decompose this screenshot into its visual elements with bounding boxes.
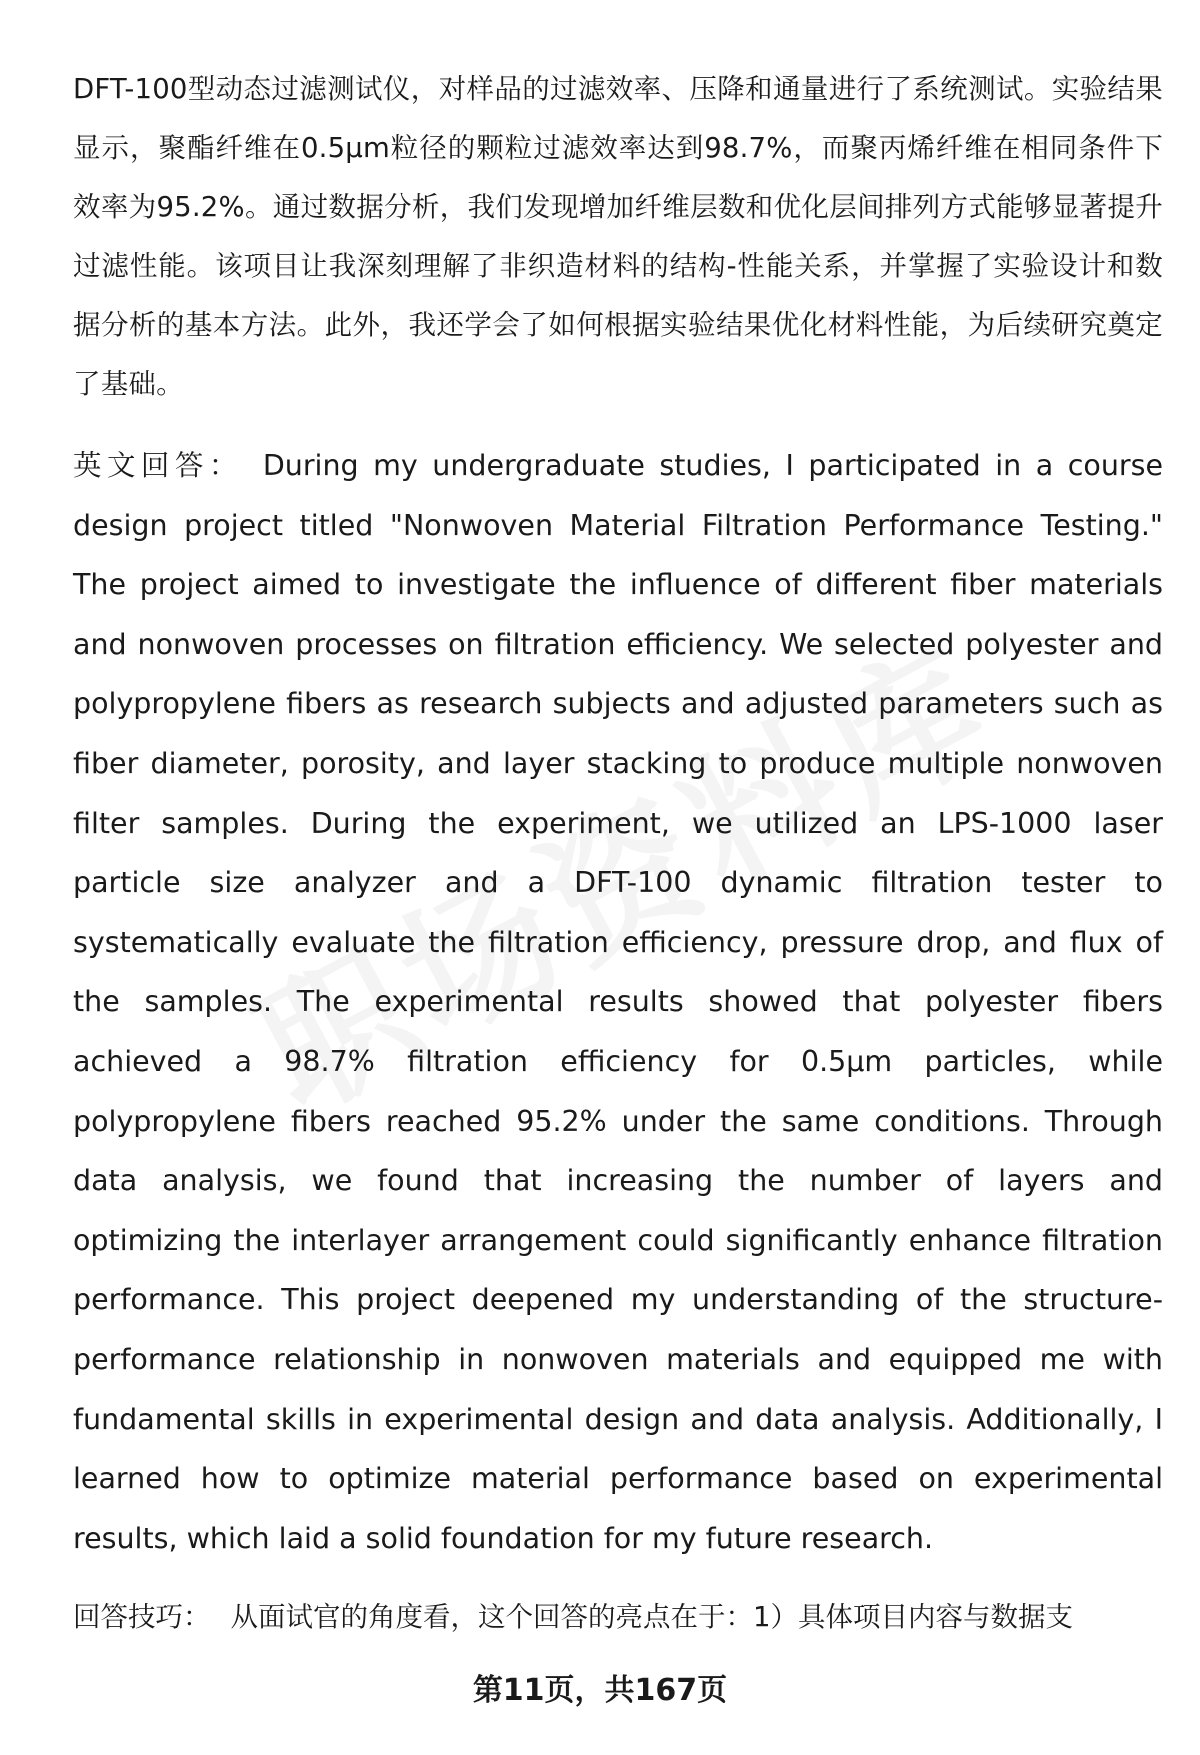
english-answer-label: 英文回答：: [73, 449, 243, 482]
answer-tips-text: 从面试官的角度看，这个回答的亮点在于：1）具体项目内容与数据支: [230, 1601, 1073, 1634]
document-body: [73, 60, 1163, 1647]
chinese-answer-paragraph: DFT-100型动态过滤测试仪，对样品的过滤效率、压降和通量进行了系统测试。实验结果显示，聚酯纤维在0.5μm粒径的颗粒过滤效率达到98.7%，而聚丙烯纤维在相同条件下效率为95.2%。通过数据分析，我们发现增加纤维层数和优化层间排列方式能够显著提升过滤性能。该项目让我深刻理解了非织造材料的结构-性能关系，并掌握了实验设计和数据分析的基本方法。此外，我还学会了如何根据实验结果优化材料性能，为后续研究奠定了基础。: [73, 73, 1163, 400]
answer-tips-paragraph: [73, 1588, 1163, 1647]
answer-tips-label: 回答技巧：: [73, 1601, 211, 1634]
page-number: 第11页，共167页: [472, 1673, 728, 1708]
english-answer-text: During my undergraduate studies, I participated in a course design project titled "Nonwoven Material Filtration Performance Testing." The project aimed to investigate the influence of different fiber materials and nonwoven processes on filtration efficiency. We selected polyester and polypropylene fibers as research subjects and adjusted parameters such as fiber diameter, porosity, and layer stacking to produce multiple nonwoven filter samples. During the experiment, we utilized an LPS-1000 laser particle size analyzer and a DFT-100 dynamic filtration tester to systematically evaluate the filtration efficiency, pressure drop, and flux of the samples. The experimental results showed that polyester fibers achieved a 98.7% filtration efficiency for 0.5μm particles, while polypropylene fibers reached 95.2% under the same conditions. Through data analysis, we found that increasing the number of layers and optimizing the interlayer arrangement could significantly enhance filtration performance. This project deepened my understanding of the structure-performance relationship in nonwoven materials and equipped me with fundamental skills in experimental design and data analysis. Additionally, I learned how to optimize material performance based on experimental results, which laid a solid foundation for my future research.: [73, 449, 1163, 1555]
english-answer-paragraph: [73, 436, 1163, 1568]
